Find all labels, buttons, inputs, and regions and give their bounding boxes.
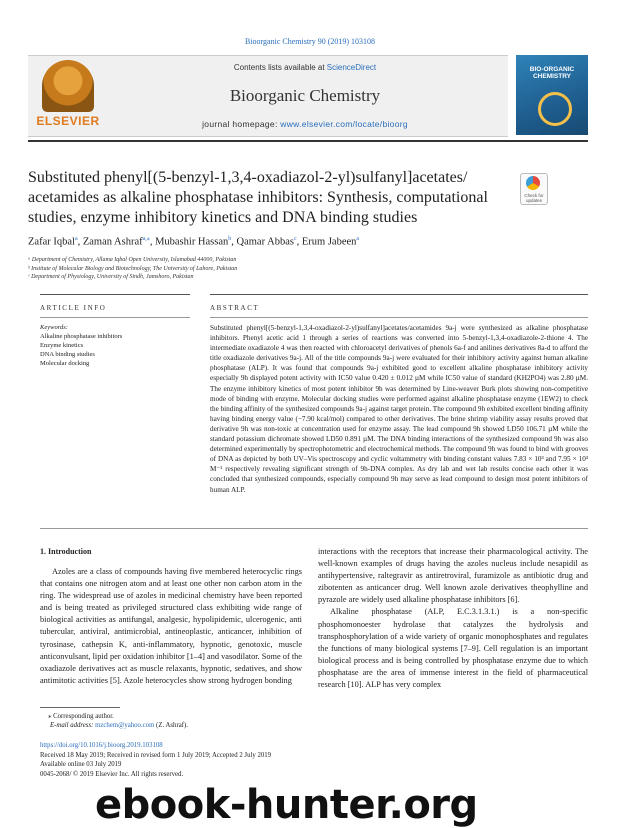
abstract-end-rule xyxy=(40,528,588,529)
article-info-heading: ARTICLE INFO xyxy=(40,304,107,312)
keywords-block xyxy=(40,323,190,368)
check-updates-label: Check for updates xyxy=(524,193,544,203)
check-updates-icon xyxy=(526,176,540,190)
received-dates: Received 18 May 2019; Received in revised form 1 July 2019; Accepted 2 July 2019 xyxy=(40,751,272,759)
email-label: E-mail address: xyxy=(50,722,96,729)
keywords-label: Keywords: xyxy=(40,324,68,331)
email-link[interactable]: mzchem@yahoo.com xyxy=(95,722,155,729)
author-affiliation-marker[interactable]: a,⁎ xyxy=(142,236,150,242)
homepage-link[interactable]: www.elsevier.com/locate/bioorg xyxy=(280,119,408,129)
abstract-subrule xyxy=(210,317,588,318)
copyright: 0045-2068/ © 2019 Elsevier Inc. All rights reserved. xyxy=(40,770,184,778)
intro-paragraph: Alkaline phosphatase (ALP, E.C.3.1.3.1.) is a non-specific phosphomonoester hydrolase that catalyzes the hydrolysis and transphosphorylation of a wide variety of organic monophosphates and regulates the functions of many biological systems [7–9]. Cell regulation is an important biological process and is being controlled by phosphatase enzyme due to which phosphatase are the area of immense interest in the field of pharmaceutical research [10]. ALP has very complex xyxy=(318,607,588,690)
author-name[interactable]: Zaman Ashraf xyxy=(82,236,143,248)
author-affiliation-marker[interactable]: c xyxy=(293,236,297,242)
affiliations xyxy=(28,256,588,282)
intro-paragraph: interactions with the receptors that increase their pharmacological activity. The well-known examples of drugs having the azoles nucleus include nesapidil as antihypertensive, raltegravir as antiretroviral, furamizole as antibiotic drug and zibotenten as anticancer drug. Well known azole derivatives theophylline and pyrazole are widely used alkaline phosphatase inhibitors [6]. xyxy=(318,547,588,605)
abstract-heading: ABSTRACT xyxy=(210,304,260,312)
elsevier-tree-logo-icon xyxy=(42,60,94,112)
publisher-logo: ELSEVIER xyxy=(36,114,100,128)
author-name[interactable]: Mubashir Hassan xyxy=(155,236,229,248)
keyword-item: Alkaline phosphatase inhibitors xyxy=(40,333,123,340)
author-affiliation-marker[interactable]: a xyxy=(356,236,360,242)
affiliation-a: ᵃ Department of Chemistry, Allama Iqbal Open University, Islamabad 44000, Pakistan xyxy=(28,257,237,263)
keyword-item: Enzyme kinetics xyxy=(40,342,84,349)
homepage-prefix: journal homepage: xyxy=(202,119,281,129)
footnote-rule xyxy=(40,707,120,708)
contents-line xyxy=(110,63,500,72)
cover-molecule-icon xyxy=(538,92,572,126)
intro-paragraph: Azoles are a class of compounds having five membered heterocyclic rings that contains one nitrogen atom and at least one other non carbon atom in the ring. The widespread use of azoles in medicinal chemistry have been reported and is being treated as privileged structured class exhibiting wide range of biological activities as antifungal, analgesic, hypolipidemic, ulcerogenic, anti tubercular, antiviral, antimicrobial, antineoplastic, anticancer, inhibition of tyrosinase, cathepsin K, anti-inflammatory, hypnotic, genotoxic, muscle anticonvulsant, lipid per oxidation inhibitor [1–4] and vasodilator. Some of the oxadiazole derivatives act as muscle relaxants, hypnotic, sedatives, and show antimitotic activities [5]. Azole heterocycles show strong hydrogen bonding xyxy=(40,567,302,685)
available-online: Available online 03 July 2019 xyxy=(40,761,122,768)
introduction-column-1 xyxy=(40,566,302,687)
keyword-item: Molecular docking xyxy=(40,360,90,367)
introduction-column-2 xyxy=(318,546,588,691)
homepage-line xyxy=(110,119,500,129)
affiliation-c: ᶜ Department of Physiology, University of Sindh, Jamshoro, Pakistan xyxy=(28,274,194,280)
article-info-subrule xyxy=(40,317,190,318)
paper-title: Substituted phenyl[(5-benzyl-1,3,4-oxadiazol-2-yl)sulfanyl]acetates/ acetamides as alkaline phosphatase inhibitors: Synthesis, computational studies, enzyme inhibitory kinetics and DNA binding studies xyxy=(28,169,488,226)
email-suffix: (Z. Ashraf). xyxy=(154,722,188,729)
watermark: ebook-hunter.org xyxy=(95,782,478,828)
keyword-item: DNA binding studies xyxy=(40,351,95,358)
introduction-heading: 1. Introduction xyxy=(40,547,92,556)
abstract-text: Substituted phenyl[(5-benzyl-1,3,4-oxadiazol-2-yl)sulfanyl]acetates/acetamides 9a-j were synthesized as alkaline phosphatase inhibitors. Phenyl acetic acid 1 through a series of reactions was converted into 5-benzyl-1,3,4-oxadiazole-2-thione 4. The intermediate oxadiazole 4 was then reacted with chloroacetyl derivatives of phenols 6a-f and anilines derivatives 8a-d to afford the title oxadiazole derivatives 9a-j. All of the title compounds 9a-j were evaluated for their inhibitory activity against human alkaline phosphatase (ALP). It was found that compounds 9a-j exhibited good to excellent alkaline phosphatase inhibitory activity especially 9h displayed potent activity with IC50 value 0.420 ± 0.012 µM while IC50 value of standard (KH2PO4) was 2.80 µM. The enzyme inhibitory kinetics of most potent inhibitor 9h was determined by Line-weaver Burk plots showing non-competitive mode of binding with enzyme. Molecular docking studies were performed against alkaline phosphatase enzyme (1EW2) to check the binding affinity of the synthesized compounds 9a-j against target protein. The compound 9h exhibited excellent binding affinity having binding energy value (−7.90 kcal/mol) compared to other derivatives. The brine shrimp viability assay results proved that derivative 9h was non-toxic at concentration used for enzyme assay. The lead compound 9h showed LD50 106.71 µM while the standard potassium dichromate showed LD50 0.891 µM. The DNA binding interactions of the synthesized compound 9h was also determined experimentally by spectrophotometric and electrochemical methods. The compound 9h was found to bind with grooves of DNA as depicted by both UV–Vis spectroscopy and cyclic voltammetry with binding constant values 7.83 × 10³ and 7.95 × 10³ M⁻¹ respectively revealing significant strength of 9h-DNA complex. As dry lab and wet lab results concise each other it was concluded that synthesized compounds, especially compound 9h may serve as lead compound to design most potent inhibitors of human ALP. xyxy=(210,324,588,494)
affiliation-b: ᵇ Institute of Molecular Biology and Biotechnology, The University of Lahore, Pakistan xyxy=(28,265,238,272)
journal-reference[interactable]: Bioorganic Chemistry 90 (2019) 103108 xyxy=(244,37,376,46)
journal-title: Bioorganic Chemistry xyxy=(229,86,381,105)
publication-footer xyxy=(40,741,400,779)
author-name[interactable]: Qamar Abbas xyxy=(236,236,294,248)
sciencedirect-link[interactable]: ScienceDirect xyxy=(326,63,377,72)
article-info-rule xyxy=(40,294,190,295)
doi-link[interactable]: https://doi.org/10.1016/j.bioorg.2019.103108 xyxy=(40,742,163,749)
author-name[interactable]: Erum Jabeen xyxy=(301,236,357,248)
masthead-divider xyxy=(28,140,588,142)
abstract-rule xyxy=(210,294,588,295)
contents-prefix: Contents lists available at xyxy=(233,63,327,72)
footnote xyxy=(40,712,300,730)
cover-title: BIO-ORGANIC CHEMISTRY xyxy=(529,66,575,81)
corresponding-author-note: ⁎ Corresponding author. xyxy=(48,713,114,720)
author-affiliation-marker[interactable]: a xyxy=(74,236,78,242)
author-name[interactable]: Zafar Iqbal xyxy=(28,236,75,248)
author-list: Zafar Iqbal$^a$, Zaman Ashraf$^{a,⁎}$, Mubashir Hassan$^b$, Qamar Abbas$^c$, Erum Jabeen$^a$ xyxy=(28,236,360,248)
author-affiliation-marker[interactable]: b xyxy=(228,236,232,242)
